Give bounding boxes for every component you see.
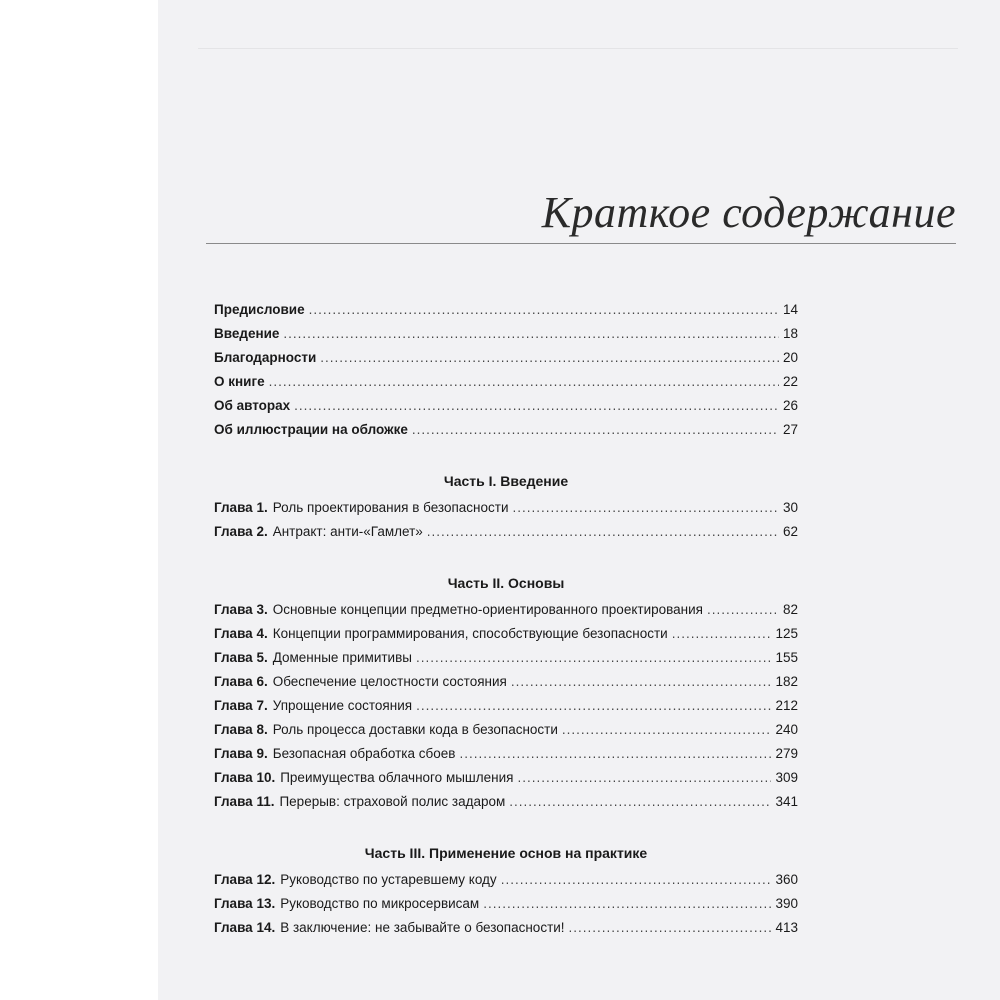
leader-dots <box>309 300 779 320</box>
toc-entry-label: Об иллюстрации на обложке <box>214 422 408 437</box>
book-page <box>158 0 1000 1000</box>
leader-dots <box>412 420 779 440</box>
toc-entry-label: Введение <box>214 326 280 341</box>
toc-page-number: 182 <box>775 674 798 689</box>
leader-dots <box>569 918 772 938</box>
chapter-title: Основные концепции предметно-ориентированного проектирования <box>272 602 703 617</box>
leader-dots <box>320 348 779 368</box>
toc-entry-about-cover <box>214 420 798 440</box>
toc-entry-label: Предисловие <box>214 302 305 317</box>
toc-page-number: 26 <box>782 398 798 413</box>
leader-dots <box>517 768 771 788</box>
toc-page-number: 155 <box>775 650 798 665</box>
toc-entry-label: О книге <box>214 374 265 389</box>
chapter-title: Доменные примитивы <box>272 650 412 665</box>
chapter-number: Глава 6. <box>214 674 268 689</box>
leader-dots <box>562 720 772 740</box>
toc-page-number: 360 <box>775 872 798 887</box>
chapter-title: Безопасная обработка сбоев <box>272 746 456 761</box>
toc-page-number: 125 <box>775 626 798 641</box>
toc-chapter-entry <box>214 894 798 914</box>
toc-chapter-entry <box>214 870 798 890</box>
chapter-number: Глава 9. <box>214 746 268 761</box>
toc-entry-label: Благодарности <box>214 350 317 365</box>
part-heading: Часть II. Основы <box>447 575 565 591</box>
chapter-number: Глава 10. <box>214 770 276 785</box>
toc-chapter-entry <box>214 696 798 716</box>
toc-entry-about-book <box>214 372 798 392</box>
chapter-number: Глава 2. <box>214 524 268 539</box>
toc-chapter-entry <box>214 600 798 620</box>
chapter-title: Антракт: анти-«Гамлет» <box>272 524 423 539</box>
leader-dots <box>483 894 771 914</box>
toc-chapter-entry <box>214 498 798 518</box>
toc-chapter-entry <box>214 744 798 764</box>
chapter-title: Перерыв: страховой полис задаром <box>279 794 506 809</box>
chapter-title: Руководство по устаревшему коду <box>280 872 497 887</box>
title-divider <box>206 243 956 244</box>
chapter-number: Глава 13. <box>214 896 276 911</box>
divider <box>198 48 958 49</box>
toc-page-number: 22 <box>782 374 798 389</box>
leader-dots <box>501 870 772 890</box>
leader-dots <box>416 648 772 668</box>
toc-page-number: 18 <box>782 326 798 341</box>
chapter-title: Роль процесса доставки кода в безопасности <box>272 722 558 737</box>
leader-dots <box>511 672 772 692</box>
toc-page-number: 309 <box>775 770 798 785</box>
leader-dots <box>427 522 779 542</box>
chapter-number: Глава 7. <box>214 698 268 713</box>
toc-entry-label: Об авторах <box>214 398 291 413</box>
toc-chapter-entry <box>214 720 798 740</box>
chapter-title: Преимущества облачного мышления <box>280 770 514 785</box>
leader-dots <box>294 396 779 416</box>
page-title: Краткое содержание <box>541 188 956 237</box>
chapter-number: Глава 8. <box>214 722 268 737</box>
toc-page-number: 30 <box>782 500 798 515</box>
toc-chapter-entry <box>214 792 798 812</box>
toc-entry-introduction <box>214 324 798 344</box>
toc-page-number: 14 <box>782 302 798 317</box>
toc-chapter-entry <box>214 648 798 668</box>
chapter-title: В заключение: не забывайте о безопасности! <box>280 920 565 935</box>
toc-page-number: 27 <box>782 422 798 437</box>
part-heading: Часть III. Применение основ на практике <box>364 845 648 861</box>
leader-dots <box>416 696 771 716</box>
toc-entry-about-authors <box>214 396 798 416</box>
toc-chapter-entry <box>214 522 798 542</box>
toc-chapter-entry <box>214 624 798 644</box>
leader-dots <box>459 744 771 764</box>
leader-dots <box>707 600 779 620</box>
chapter-title: Концепции программирования, способствующие безопасности <box>272 626 668 641</box>
toc-page-number: 62 <box>782 524 798 539</box>
leader-dots <box>509 792 771 812</box>
chapter-title: Руководство по микросервисам <box>280 896 480 911</box>
toc-entry-acknowledgements <box>214 348 798 368</box>
leader-dots <box>269 372 779 392</box>
toc-page-number: 82 <box>782 602 798 617</box>
toc-chapter-entry <box>214 918 798 938</box>
toc-page-number: 390 <box>775 896 798 911</box>
chapter-number: Глава 12. <box>214 872 276 887</box>
chapter-title: Обеспечение целостности состояния <box>272 674 507 689</box>
toc-page-number: 212 <box>775 698 798 713</box>
toc-page-number: 413 <box>775 920 798 935</box>
leader-dots <box>283 324 779 344</box>
chapter-number: Глава 11. <box>214 794 275 809</box>
chapter-number: Глава 14. <box>214 920 276 935</box>
chapter-title: Роль проектирования в безопасности <box>272 500 509 515</box>
chapter-number: Глава 1. <box>214 500 268 515</box>
toc-chapter-entry <box>214 672 798 692</box>
toc-entry-preface <box>214 300 798 320</box>
toc-chapter-entry <box>214 768 798 788</box>
leader-dots <box>513 498 779 518</box>
chapter-number: Глава 4. <box>214 626 268 641</box>
part-heading: Часть I. Введение <box>443 473 569 489</box>
toc-page-number: 341 <box>775 794 798 809</box>
toc-page-number: 279 <box>775 746 798 761</box>
toc-page-number: 240 <box>775 722 798 737</box>
leader-dots <box>672 624 772 644</box>
toc-page-number: 20 <box>782 350 798 365</box>
chapter-number: Глава 5. <box>214 650 268 665</box>
chapter-title: Упрощение состояния <box>272 698 413 713</box>
chapter-number: Глава 3. <box>214 602 268 617</box>
